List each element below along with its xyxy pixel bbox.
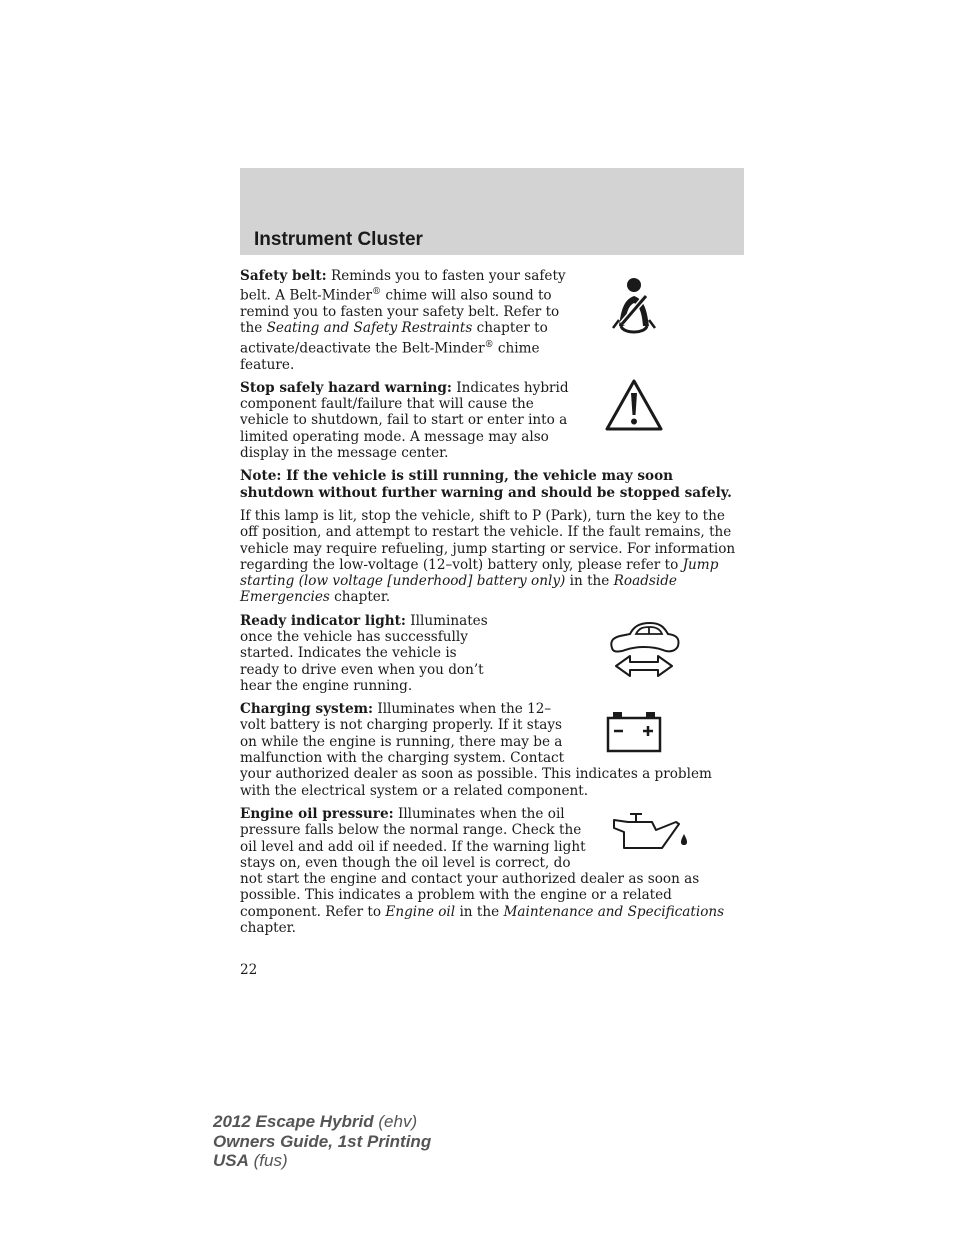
ready-indicator-label: Ready indicator light:	[240, 612, 406, 629]
stop-safely-label: Stop safely hazard warning:	[240, 379, 452, 396]
oil-pressure-label: Engine oil pressure:	[240, 805, 394, 822]
registered-mark: ®	[372, 287, 382, 298]
section-stop-safely	[240, 380, 744, 461]
roadside-emergencies-reference: Roadside Emergencies	[240, 573, 677, 606]
registered-mark: ®	[484, 339, 494, 350]
safety-belt-text-1: Reminds you to fasten your safety belt. A Belt-Minder	[240, 268, 566, 304]
safety-belt-text-4: chime feature.	[240, 340, 540, 373]
section-safety-belt	[240, 268, 744, 373]
battery-icon	[574, 701, 694, 763]
warning-triangle-icon	[574, 376, 694, 434]
safety-belt-text-2: chime will also sound to remind you to fasten your safety belt. Refer to the	[240, 287, 560, 337]
lamp-text-1: If this lamp is lit, stop the vehicle, shift to P (Park), turn the key to the off position, and attempt to restart the vehicle. If the fault remains, the vehicle may require refueling, jump starting or service. For information regarding the low-voltage (12–volt) battery only, please refer to	[240, 507, 736, 573]
lamp-paragraph	[240, 508, 744, 606]
footer-line-3	[213, 1151, 431, 1171]
engine-oil-reference: Engine oil	[385, 903, 456, 920]
chapter-title: Instrument Cluster	[254, 229, 423, 250]
page-content	[240, 268, 744, 943]
maintenance-specifications-reference: Maintenance and Specifications	[503, 903, 725, 920]
jump-starting-reference: Jump starting (low voltage [underhood] battery only)	[240, 556, 719, 590]
section-charging-system	[240, 701, 744, 799]
section-ready-indicator	[240, 613, 744, 694]
note-paragraph: Note: If the vehicle is still running, the vehicle may soon shutdown without further warning and should be stopped safely.	[240, 468, 732, 501]
footer-line-2: Owners Guide, 1st Printing	[213, 1131, 432, 1151]
charging-system-label: Charging system:	[240, 701, 373, 718]
seatbelt-person-icon	[574, 270, 694, 340]
chapter-header-band	[240, 168, 744, 255]
page-number: 22	[240, 962, 258, 978]
safety-belt-text-3: chapter to activate/deactivate the Belt-Minder	[240, 320, 548, 357]
section-engine-oil-pressure	[240, 806, 744, 936]
oil-pressure-text-3: chapter.	[240, 920, 297, 937]
lamp-text-3: chapter.	[329, 589, 391, 606]
charging-system-text: Illuminates when the 12–volt battery is not charging properly. If it stays on while the engine is running, there may be a malfunction with the charging system. Contact your authorized dealer as soon as possible. This indicates a problem with the electrical system or a related component.	[240, 701, 712, 799]
document-footer	[213, 1112, 431, 1171]
ready-indicator-text: Illuminates once the vehicle has successfully started. Indicates the vehicle is ready to drive even when you don’t hear the engine running.	[240, 612, 488, 694]
oil-pressure-text-1: Illuminates when the oil pressure falls below the normal range. Check the oil level and add oil if needed. If the warning light stays on, even though the oil level is correct, do not start the engine and contact your authorized dealer as soon as possible. This indicates a problem with the engine or a related component. Refer to	[240, 805, 700, 920]
footer-model-code: (ehv)	[373, 1112, 418, 1131]
safety-belt-label: Safety belt:	[240, 268, 327, 284]
stop-safely-text: Indicates hybrid component fault/failure that will cause the vehicle to shutdown, fail to start or enter into a limited operating mode. A message may also display in the message center.	[240, 379, 569, 462]
car-ready-arrows-icon	[584, 613, 704, 683]
footer-region-code: (fus)	[248, 1151, 288, 1170]
oil-pressure-text-2: in the	[455, 903, 504, 920]
ready-indicator-text-block	[240, 613, 492, 694]
seating-safety-reference: Seating and Safety Restraints	[266, 320, 473, 337]
oil-can-icon	[588, 802, 708, 862]
footer-region: USA	[213, 1151, 249, 1170]
lamp-text-2: in the	[565, 573, 614, 590]
footer-line-1	[213, 1112, 431, 1132]
footer-model: 2012 Escape Hybrid	[213, 1112, 374, 1131]
